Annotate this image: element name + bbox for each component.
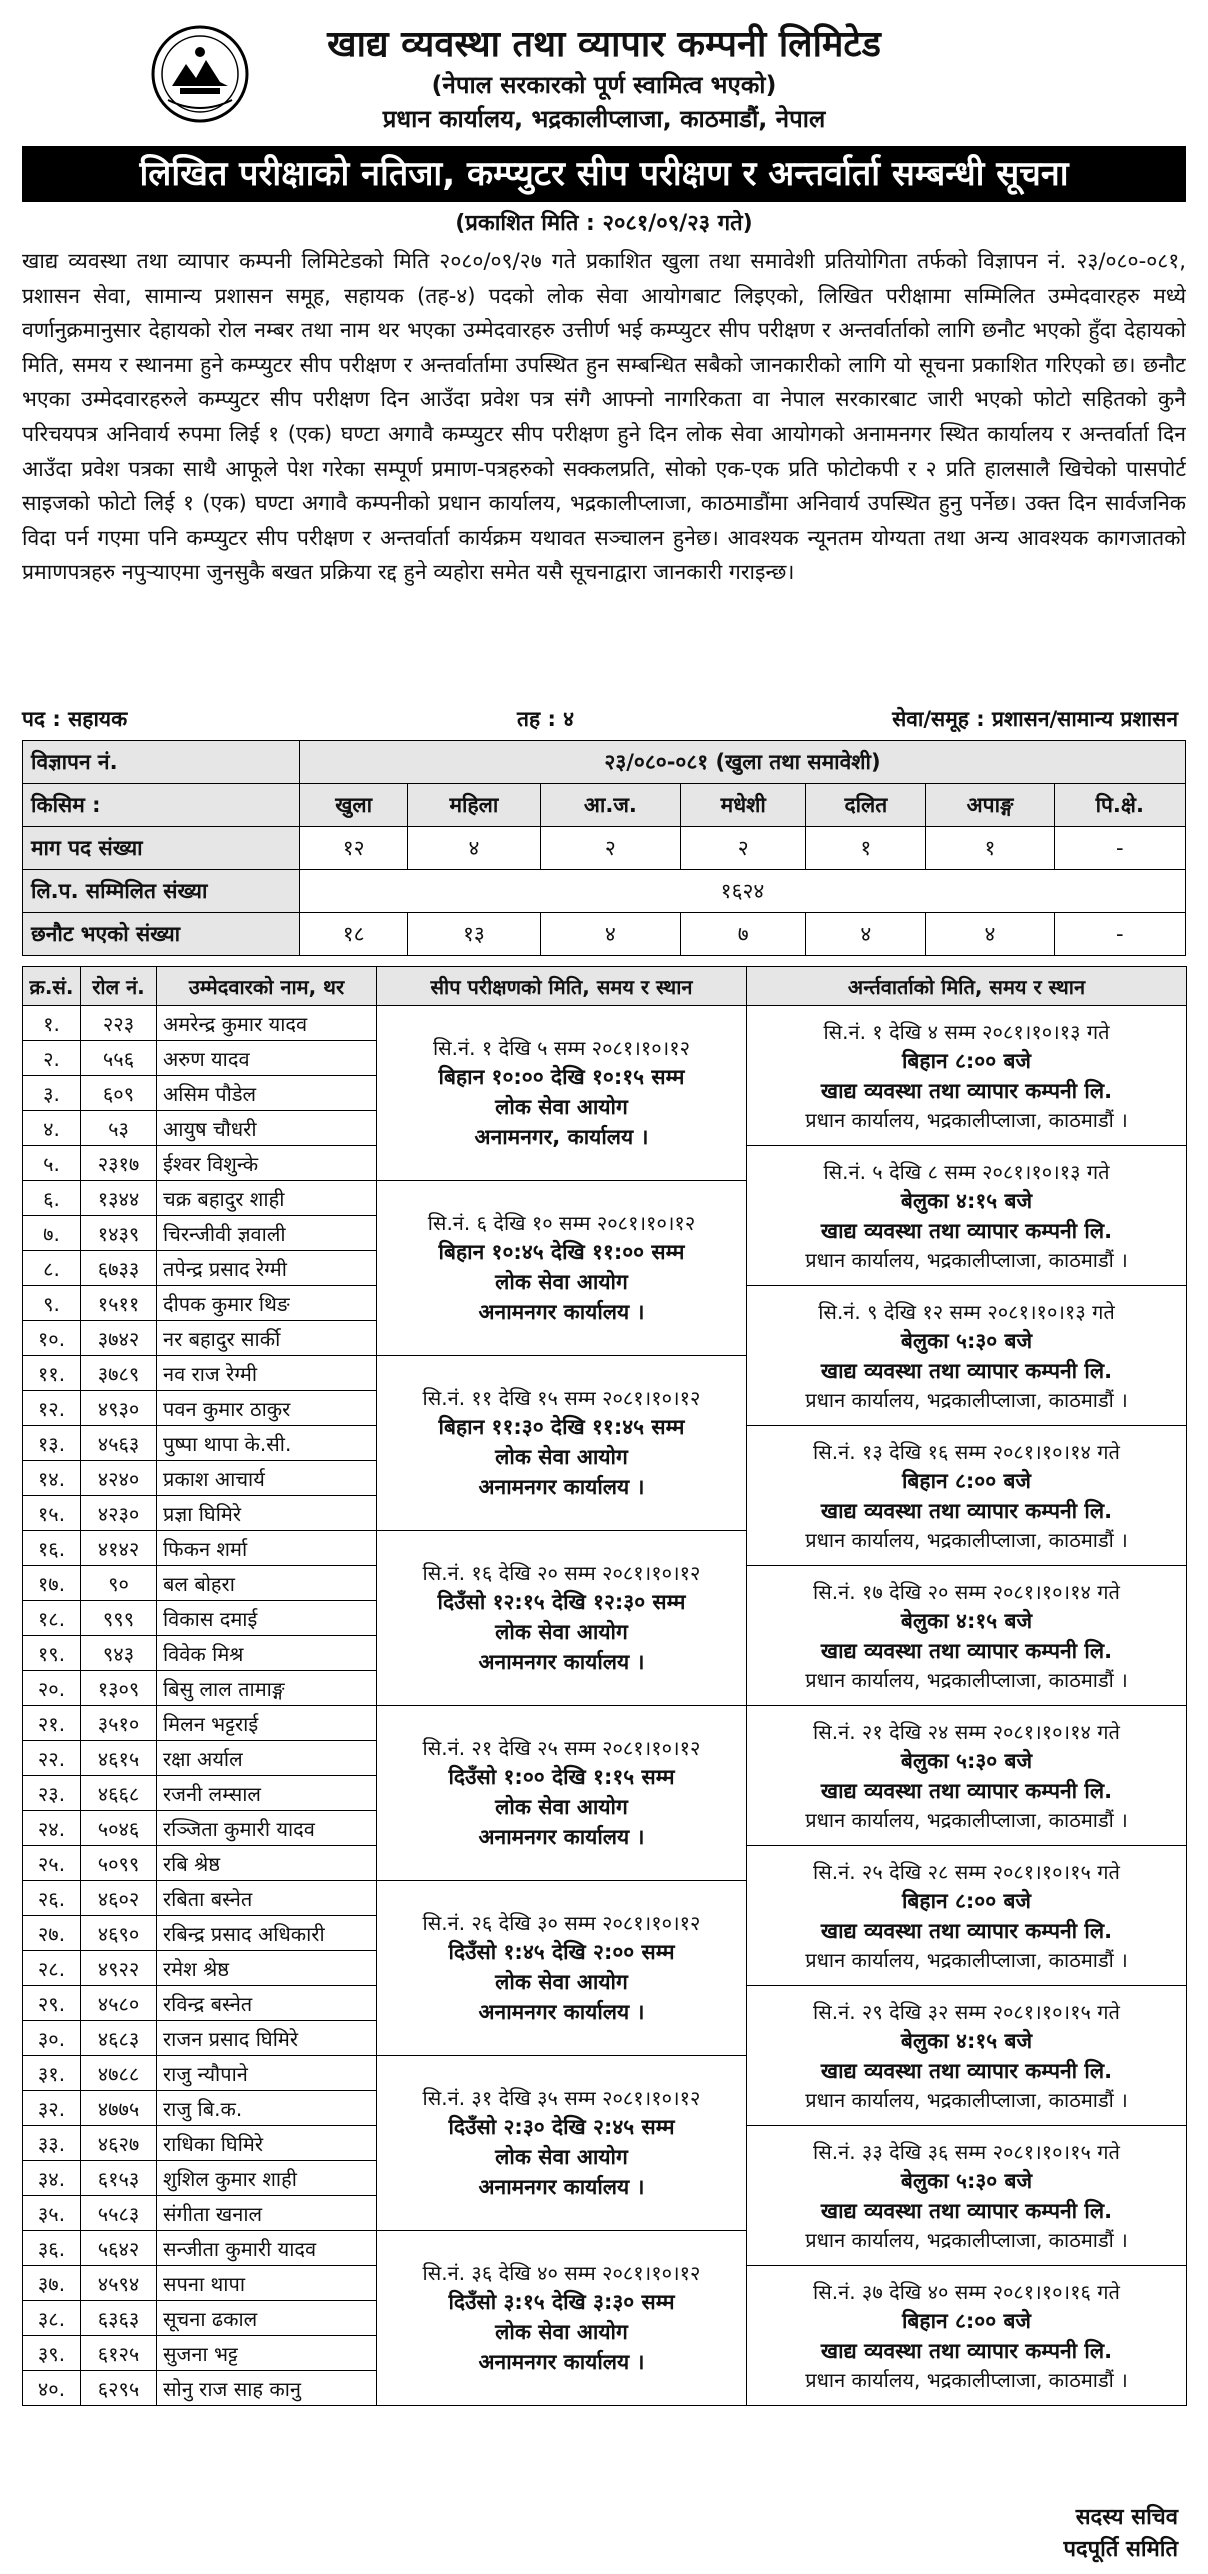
interview-schedule xyxy=(747,1566,1187,1706)
candidate-name: राधिका घिमिरे xyxy=(157,2126,377,2161)
skill-test-schedule xyxy=(377,1531,747,1706)
selected-count: ७ xyxy=(681,913,806,956)
category-header: दलित xyxy=(806,784,926,827)
skill-test-schedule xyxy=(377,1181,747,1356)
candidate-name: सन्जीता कुमारी यादव xyxy=(157,2231,377,2266)
category-header: मधेशी xyxy=(681,784,806,827)
roll-number: ४६२७ xyxy=(81,2126,157,2161)
serial-number: ५. xyxy=(23,1146,81,1181)
serial-number: २०. xyxy=(23,1671,81,1706)
serial-number: १०. xyxy=(23,1321,81,1356)
adv-label: विज्ञापन नं. xyxy=(23,741,300,784)
interview-range: सि.नं. ९ देखि १२ सम्म २०८१।१०।१३ गते xyxy=(818,1299,1115,1324)
interview-address: प्रधान कार्यालय, भद्रकालीप्लाजा, काठमाडौं । xyxy=(805,1807,1128,1832)
serial-number: १७. xyxy=(23,1566,81,1601)
candidate-name: विवेक मिश्र xyxy=(157,1636,377,1671)
serial-number: ८. xyxy=(23,1251,81,1286)
roll-number: १४३९ xyxy=(81,1216,157,1251)
skill-office: अनामनगर कार्यालय । xyxy=(478,2350,645,2374)
interview-range: सि.नं. ५ देखि ८ सम्म २०८१।१०।१३ गते xyxy=(823,1159,1110,1184)
skill-range: सि.नं. ३१ देखि ३५ सम्म २०८१।१०।१२ xyxy=(422,2086,701,2110)
skill-range: सि.नं. ३६ देखि ४० सम्म २०८१।१०।१२ xyxy=(422,2261,701,2285)
roll-number: ४२४० xyxy=(81,1461,157,1496)
candidate-name: प्रज्ञा घिमिरे xyxy=(157,1496,377,1531)
candidate-name: राजु बि.क. xyxy=(157,2091,377,2126)
roll-number: १३४४ xyxy=(81,1181,157,1216)
interview-range: सि.नं. ३३ देखि ३६ सम्म २०८१।१०।१५ गते xyxy=(813,2139,1120,2164)
candidate-name: सूचना ढकाल xyxy=(157,2301,377,2336)
interview-org: खाद्य व्यवस्था तथा व्यापार कम्पनी लि. xyxy=(820,1218,1113,1243)
signatory-committee: पदपूर्ति समिति xyxy=(1063,2537,1178,2562)
col-skill: सीप परीक्षणको मिति, समय र स्थान xyxy=(377,967,747,1006)
serial-number: १३. xyxy=(23,1426,81,1461)
serial-number: २६. xyxy=(23,1881,81,1916)
skill-range: सि.नं. ११ देखि १५ सम्म २०८१।१०।१२ xyxy=(422,1386,701,1410)
candidate-name: रबि श्रेष्ठ xyxy=(157,1846,377,1881)
skill-office: अनामनगर कार्यालय । xyxy=(478,2175,645,2199)
interview-org: खाद्य व्यवस्था तथा व्यापार कम्पनी लि. xyxy=(820,1638,1113,1663)
roll-number: ९४३ xyxy=(81,1636,157,1671)
candidate-name: रञ्जिता कुमारी यादव xyxy=(157,1811,377,1846)
interview-schedule xyxy=(747,2266,1187,2406)
skill-time: बिहान १०:४५ देखि ११:०० सम्म xyxy=(438,1240,685,1264)
roll-number: ६७३३ xyxy=(81,1251,157,1286)
skill-place: लोक सेवा आयोग xyxy=(495,1095,628,1119)
roll-number: ४६६८ xyxy=(81,1776,157,1811)
summary-row-selected xyxy=(23,913,1186,956)
roll-number: १३०९ xyxy=(81,1671,157,1706)
skill-time: बिहान १०:०० देखि १०:१५ सम्म xyxy=(438,1065,685,1089)
candidate-name: रक्षा अर्याल xyxy=(157,1741,377,1776)
demand-count: १ xyxy=(926,827,1054,870)
roll-number: ५३ xyxy=(81,1111,157,1146)
appeared-value: १६२४ xyxy=(300,870,1186,913)
skill-time: दिउँसो १:४५ देखि २:०० सम्म xyxy=(448,1940,675,1964)
selected-count: १३ xyxy=(408,913,540,956)
skill-time: दिउँसो १२:१५ देखि १२:३० सम्म xyxy=(437,1590,686,1614)
roll-number: ५५८३ xyxy=(81,2196,157,2231)
category-header: खुला xyxy=(300,784,408,827)
roll-number: ६२९५ xyxy=(81,2371,157,2406)
skill-office: अनामनगर कार्यालय । xyxy=(478,1300,645,1324)
skill-time: बिहान ११:३० देखि ११:४५ सम्म xyxy=(438,1415,685,1439)
skill-place: लोक सेवा आयोग xyxy=(495,1620,628,1644)
category-header: अपाङ्ग xyxy=(926,784,1054,827)
notice-body: खाद्य व्यवस्था तथा व्यापार कम्पनी लिमिटेडको मिति २०८०/०९/२७ गते प्रकाशित खुला तथा समावेशी प्रतियोगिता तर्फको विज्ञापन नं. २३/०८०-०८१, प्रशासन सेवा, सामान्य प्रशासन समूह, सहायक (तह-४) पदको लोक सेवा आयोगबाट लिइएको, लिखित परीक्षामा सम्मिलित उम्मेदवारहरु मध्ये वर्णानुक्रमानुसार देहायको रोल नम्बर तथा नाम थर भएका उम्मेदवारहरु उत्तीर्ण भई कम्प्युटर सीप परीक्षण र अन्तर्वार्ताको लागि छनौट भएको हुँदा देहायको मिति, समय र स्थानमा हुने कम्प्युटर सीप परीक्षण र अन्तर्वार्तामा उपस्थित हुन सम्बन्धित सबैको जानकारीको लागि यो सूचना प्रकाशित गरिएको छ। छनौट भएका उम्मेदवारहरुले कम्प्युटर सीप परीक्षण दिन आउँदा प्रवेश पत्र संगै आफ्नो नागरिकता वा नेपाल सरकारबाट जारी भएको फोटो सहितको कुनै परिचयपत्र अनिवार्य रुपमा लिई १ (एक) घण्टा अगावै कम्प्युटर सीप परीक्षण हुने दिन लोक सेवा आयोगको अनामनगर स्थित कार्यालय र अन्तर्वार्ता दिन आउँदा प्रवेश पत्रका साथै आफूले पेश गरेका सम्पूर्ण प्रमाण-पत्रहरुको सक्कलप्रति, सोको एक-एक प्रति फोटोकपी र २ प्रति हालसालै खिचेको पासपोर्ट साइजको फोटो लिई १ (एक) घण्टा अगावै कम्पनीको प्रधान कार्यालय, भद्रकालीप्लाजा, काठमाडौंमा अनिवार्य उपस्थित हुनु पर्नेछ। उक्त दिन सार्वजनिक विदा पर्न गएमा पनि कम्प्युटर सीप परीक्षण र अन्तर्वार्ता कार्यक्रम यथावत सञ्चालन हुनेछ। आवश्यक न्यूनतम योग्यता तथा अन्य आवश्यक कागजातको प्रमाणपत्रहरु नपुर्‍याएमा जुनसुकै बखत प्रक्रिया रद्द हुने व्यहोरा समेत यसै सूचनाद्वारा जानकारी गराइन्छ। xyxy=(22,248,1186,585)
candidate-name: असिम पौडेल xyxy=(157,1076,377,1111)
serial-number: ९. xyxy=(23,1286,81,1321)
demand-count: २ xyxy=(681,827,806,870)
skill-test-schedule xyxy=(377,1881,747,2056)
serial-number: २१. xyxy=(23,1706,81,1741)
col-name: उम्मेदवारको नाम, थर xyxy=(157,967,377,1006)
candidate-name: मिलन भट्टराई xyxy=(157,1706,377,1741)
summary-row-appeared xyxy=(23,870,1186,913)
candidate-name: सपना थापा xyxy=(157,2266,377,2301)
level-label: तह : ४ xyxy=(517,707,575,731)
skill-time: दिउँसो २:३० देखि २:४५ सम्म xyxy=(448,2115,675,2139)
interview-address: प्रधान कार्यालय, भद्रकालीप्लाजा, काठमाडौं । xyxy=(805,2367,1128,2392)
serial-number: १९. xyxy=(23,1636,81,1671)
office-address: प्रधान कार्यालय, भद्रकालीप्लाजा, काठमाडौं, नेपाल xyxy=(382,105,826,133)
serial-number: ७. xyxy=(23,1216,81,1251)
serial-number: १५. xyxy=(23,1496,81,1531)
interview-org: खाद्य व्यवस्था तथा व्यापार कम्पनी लि. xyxy=(820,2058,1113,2083)
serial-number: ३४. xyxy=(23,2161,81,2196)
skill-office: अनामनगर कार्यालय । xyxy=(478,1475,645,1499)
skill-range: सि.नं. १ देखि ५ सम्म २०८१।१०।१२ xyxy=(432,1036,691,1060)
interview-range: सि.नं. २१ देखि २४ सम्म २०८१।१०।१४ गते xyxy=(813,1719,1120,1744)
demand-count: - xyxy=(1054,827,1185,870)
skill-office: अनामनगर कार्यालय । xyxy=(478,2000,645,2024)
interview-schedule xyxy=(747,1006,1187,1146)
skill-test-schedule xyxy=(377,1706,747,1881)
candidate-name: फिकन शर्मा xyxy=(157,1531,377,1566)
interview-schedule xyxy=(747,1706,1187,1846)
serial-number: ४०. xyxy=(23,2371,81,2406)
demand-count: २ xyxy=(540,827,681,870)
serial-number: ३. xyxy=(23,1076,81,1111)
serial-number: ३०. xyxy=(23,2021,81,2056)
serial-number: २८. xyxy=(23,1951,81,1986)
interview-time: बिहान ८:०० बजे xyxy=(901,1888,1032,1913)
roll-number: ५०९९ xyxy=(81,1846,157,1881)
serial-number: २४. xyxy=(23,1811,81,1846)
interview-schedule xyxy=(747,1146,1187,1286)
interview-address: प्रधान कार्यालय, भद्रकालीप्लाजा, काठमाडौं । xyxy=(805,1667,1128,1692)
serial-number: २२. xyxy=(23,1741,81,1776)
interview-address: प्रधान कार्यालय, भद्रकालीप्लाजा, काठमाडौं । xyxy=(805,1247,1128,1272)
roll-number: ९० xyxy=(81,1566,157,1601)
interview-range: सि.नं. १७ देखि २० सम्म २०८१।१०।१४ गते xyxy=(813,1579,1120,1604)
skill-place: लोक सेवा आयोग xyxy=(495,2320,628,2344)
interview-address: प्रधान कार्यालय, भद्रकालीप्लाजा, काठमाडौं । xyxy=(805,2227,1128,2252)
serial-number: ११. xyxy=(23,1356,81,1391)
interview-time: बेलुका ४:१५ बजे xyxy=(900,2028,1033,2053)
selected-count: - xyxy=(1054,913,1185,956)
candidate-name: राजु न्यौपाने xyxy=(157,2056,377,2091)
roll-number: ४९३० xyxy=(81,1391,157,1426)
interview-time: बिहान ८:०० बजे xyxy=(901,1468,1032,1493)
table-header-row xyxy=(23,967,1187,1006)
candidate-name: नर बहादुर सार्की xyxy=(157,1321,377,1356)
roll-number: ५५६ xyxy=(81,1041,157,1076)
serial-number: ३३. xyxy=(23,2126,81,2161)
skill-place: लोक सेवा आयोग xyxy=(495,1445,628,1469)
signatory xyxy=(1063,2502,1178,2566)
notice-title: लिखित परीक्षाको नतिजा, कम्प्युटर सीप परीक्षण र अन्तर्वार्ता सम्बन्धी सूचना xyxy=(22,146,1186,202)
interview-address: प्रधान कार्यालय, भद्रकालीप्लाजा, काठमाडौं । xyxy=(805,1107,1128,1132)
roll-number: ४६१५ xyxy=(81,1741,157,1776)
serial-number: १. xyxy=(23,1006,81,1041)
candidate-name: तपेन्द्र प्रसाद रेग्मी xyxy=(157,1251,377,1286)
interview-time: बेलुका ४:१५ बजे xyxy=(900,1188,1033,1213)
candidate-name: रबिता बस्नेत xyxy=(157,1881,377,1916)
skill-range: सि.नं. ६ देखि १० सम्म २०८१।१०।१२ xyxy=(427,1211,696,1235)
interview-address: प्रधान कार्यालय, भद्रकालीप्लाजा, काठमाडौं । xyxy=(805,1527,1128,1552)
candidate-name: नव राज रेग्मी xyxy=(157,1356,377,1391)
roll-number: ६३६३ xyxy=(81,2301,157,2336)
ownership-note: (नेपाल सरकारको पूर्ण स्वामित्व भएको) xyxy=(431,71,777,99)
skill-test-schedule xyxy=(377,1006,747,1181)
skill-office: अनामनगर, कार्यालय । xyxy=(474,1125,649,1149)
interview-org: खाद्य व्यवस्था तथा व्यापार कम्पनी लि. xyxy=(820,1918,1113,1943)
candidate-name: सुजना भट्ट xyxy=(157,2336,377,2371)
skill-range: सि.नं. २१ देखि २५ सम्म २०८१।१०।१२ xyxy=(422,1736,701,1760)
serial-number: २५. xyxy=(23,1846,81,1881)
roll-number: ९९९ xyxy=(81,1601,157,1636)
serial-number: ३६. xyxy=(23,2231,81,2266)
roll-number: ४७८८ xyxy=(81,2056,157,2091)
serial-number: ४. xyxy=(23,1111,81,1146)
interview-time: बेलुका ५:३० बजे xyxy=(900,1748,1033,1773)
roll-number: ४६०२ xyxy=(81,1881,157,1916)
roll-number: ३७४२ xyxy=(81,1321,157,1356)
published-date: (प्रकाशित मिति : २०८१/०९/२३ गते) xyxy=(455,211,753,236)
serial-number: २७. xyxy=(23,1916,81,1951)
roll-number: ४५९४ xyxy=(81,2266,157,2301)
interview-time: बिहान ८:०० बजे xyxy=(901,2308,1032,2333)
serial-number: ६. xyxy=(23,1181,81,1216)
candidate-name: पुष्पा थापा के.सी. xyxy=(157,1426,377,1461)
candidate-name: अमरेन्द्र कुमार यादव xyxy=(157,1006,377,1041)
interview-org: खाद्य व्यवस्था तथा व्यापार कम्पनी लि. xyxy=(820,1778,1113,1803)
selected-count: ४ xyxy=(926,913,1054,956)
candidate-schedule-table xyxy=(22,966,1187,2406)
letterhead xyxy=(22,22,1186,142)
post-label: पद : सहायक xyxy=(22,707,128,731)
service-label: सेवा/समूह : प्रशासन/सामान्य प्रशासन xyxy=(892,707,1178,731)
roll-number: ५०४६ xyxy=(81,1811,157,1846)
candidate-name: बिसु लाल तामाङ्ग xyxy=(157,1671,377,1706)
demand-label: माग पद संख्या xyxy=(23,827,300,870)
category-header: पि.क्षे. xyxy=(1054,784,1185,827)
roll-number: ३७८९ xyxy=(81,1356,157,1391)
skill-place: लोक सेवा आयोग xyxy=(495,1970,628,1994)
interview-time: बेलुका ५:३० बजे xyxy=(900,2168,1033,2193)
serial-number: ३१. xyxy=(23,2056,81,2091)
candidate-name: दीपक कुमार थिङ xyxy=(157,1286,377,1321)
type-label: किसिम : xyxy=(23,784,300,827)
skill-time: दिउँसो १:०० देखि १:१५ सम्म xyxy=(448,1765,675,1789)
interview-range: सि.नं. २९ देखि ३२ सम्म २०८१।१०।१५ गते xyxy=(813,1999,1120,2024)
adv-value: २३/०८०-०८१ (खुला तथा समावेशी) xyxy=(300,741,1186,784)
interview-time: बेलुका ५:३० बजे xyxy=(900,1328,1033,1353)
candidate-name: चक्र बहादुर शाही xyxy=(157,1181,377,1216)
interview-org: खाद्य व्यवस्था तथा व्यापार कम्पनी लि. xyxy=(820,1358,1113,1383)
table-row xyxy=(23,1706,1187,1741)
candidate-name: ईश्वर विशुन्के xyxy=(157,1146,377,1181)
skill-time: दिउँसो ३:१५ देखि ३:३० सम्म xyxy=(448,2290,675,2314)
roll-number: ६१२५ xyxy=(81,2336,157,2371)
interview-schedule xyxy=(747,1286,1187,1426)
summary-row-adv xyxy=(23,741,1186,784)
skill-place: लोक सेवा आयोग xyxy=(495,1795,628,1819)
selected-count: १८ xyxy=(300,913,408,956)
interview-address: प्रधान कार्यालय, भद्रकालीप्लाजा, काठमाडौं । xyxy=(805,1387,1128,1412)
interview-org: खाद्य व्यवस्था तथा व्यापार कम्पनी लि. xyxy=(820,1498,1113,1523)
roll-number: ४२३० xyxy=(81,1496,157,1531)
interview-org: खाद्य व्यवस्था तथा व्यापार कम्पनी लि. xyxy=(820,1078,1113,1103)
serial-number: ३८. xyxy=(23,2301,81,2336)
candidate-name: शुशिल कुमार शाही xyxy=(157,2161,377,2196)
roll-number: ६१५३ xyxy=(81,2161,157,2196)
serial-number: २. xyxy=(23,1041,81,1076)
candidate-name: रमेश श्रेष्ठ xyxy=(157,1951,377,1986)
col-interview: अर्न्तवार्ताको मिति, समय र स्थान xyxy=(747,967,1187,1006)
candidate-name: विकास दमाई xyxy=(157,1601,377,1636)
serial-number: १६. xyxy=(23,1531,81,1566)
roll-number: ४९२२ xyxy=(81,1951,157,1986)
selected-count: ४ xyxy=(540,913,681,956)
interview-time: बिहान ८:०० बजे xyxy=(901,1048,1032,1073)
skill-place: लोक सेवा आयोग xyxy=(495,1270,628,1294)
skill-test-schedule xyxy=(377,1356,747,1531)
post-info xyxy=(22,702,1186,736)
serial-number: १८. xyxy=(23,1601,81,1636)
skill-range: सि.नं. २६ देखि ३० सम्म २०८१।१०।१२ xyxy=(422,1911,701,1935)
serial-number: ३७. xyxy=(23,2266,81,2301)
interview-schedule xyxy=(747,1986,1187,2126)
candidate-name: संगीता खनाल xyxy=(157,2196,377,2231)
candidate-name: रविन्द्र बस्नेत xyxy=(157,1986,377,2021)
serial-number: ३५. xyxy=(23,2196,81,2231)
roll-number: ६०९ xyxy=(81,1076,157,1111)
skill-place: लोक सेवा आयोग xyxy=(495,2145,628,2169)
candidate-name: बल बोहरा xyxy=(157,1566,377,1601)
category-header: आ.ज. xyxy=(540,784,681,827)
skill-test-schedule xyxy=(377,2231,747,2406)
roll-number: ४१४२ xyxy=(81,1531,157,1566)
roll-number: ४७७५ xyxy=(81,2091,157,2126)
roll-number: १५११ xyxy=(81,1286,157,1321)
skill-range: सि.नं. १६ देखि २० सम्म २०८१।१०।१२ xyxy=(422,1561,701,1585)
serial-number: २९. xyxy=(23,1986,81,2021)
serial-number: २३. xyxy=(23,1776,81,1811)
col-sn: क्र.सं. xyxy=(23,967,81,1006)
serial-number: ३९. xyxy=(23,2336,81,2371)
candidate-name: प्रकाश आचार्य xyxy=(157,1461,377,1496)
candidate-name: अरुण यादव xyxy=(157,1041,377,1076)
table-row xyxy=(23,1006,1187,1041)
selected-count: ४ xyxy=(806,913,926,956)
summary-row-type xyxy=(23,784,1186,827)
interview-org: खाद्य व्यवस्था तथा व्यापार कम्पनी लि. xyxy=(820,2198,1113,2223)
skill-office: अनामनगर कार्यालय । xyxy=(478,1825,645,1849)
demand-count: १ xyxy=(806,827,926,870)
demand-count: ४ xyxy=(408,827,540,870)
candidate-name: रबिन्द्र प्रसाद अधिकारी xyxy=(157,1916,377,1951)
vacancy-summary-table xyxy=(22,740,1186,956)
summary-row-demand xyxy=(23,827,1186,870)
interview-org: खाद्य व्यवस्था तथा व्यापार कम्पनी लि. xyxy=(820,2338,1113,2363)
roll-number: ३५१० xyxy=(81,1706,157,1741)
company-name: खाद्य व्यवस्था तथा व्यापार कम्पनी लिमिटेड xyxy=(327,24,881,65)
interview-range: सि.नं. २५ देखि २८ सम्म २०८१।१०।१५ गते xyxy=(813,1859,1120,1884)
signatory-title: सदस्य सचिव xyxy=(1075,2505,1178,2530)
interview-schedule xyxy=(747,1426,1187,1566)
candidate-name: राजन प्रसाद घिमिरे xyxy=(157,2021,377,2056)
roll-number: ४६९० xyxy=(81,1916,157,1951)
candidate-name: सोनु राज साह कानु xyxy=(157,2371,377,2406)
interview-range: सि.नं. १ देखि ४ सम्म २०८१।१०।१३ गते xyxy=(823,1019,1110,1044)
interview-schedule xyxy=(747,1846,1187,1986)
interview-time: बेलुका ४:१५ बजे xyxy=(900,1608,1033,1633)
interview-schedule xyxy=(747,2126,1187,2266)
appeared-label: लि.प. सम्मिलित संख्या xyxy=(23,870,300,913)
candidate-name: पवन कुमार ठाकुर xyxy=(157,1391,377,1426)
selected-label: छनौट भएको संख्या xyxy=(23,913,300,956)
candidate-name: रजनी लम्साल xyxy=(157,1776,377,1811)
skill-test-schedule xyxy=(377,2056,747,2231)
category-header: महिला xyxy=(408,784,540,827)
interview-address: प्रधान कार्यालय, भद्रकालीप्लाजा, काठमाडौं । xyxy=(805,2087,1128,2112)
demand-count: १२ xyxy=(300,827,408,870)
candidate-name: आयुष चौधरी xyxy=(157,1111,377,1146)
roll-number: ४५६३ xyxy=(81,1426,157,1461)
roll-number: ४५८० xyxy=(81,1986,157,2021)
roll-number: २३१७ xyxy=(81,1146,157,1181)
candidate-name: चिरन्जीवी ज्ञवाली xyxy=(157,1216,377,1251)
serial-number: ३२. xyxy=(23,2091,81,2126)
serial-number: १४. xyxy=(23,1461,81,1496)
skill-office: अनामनगर कार्यालय । xyxy=(478,1650,645,1674)
roll-number: २२३ xyxy=(81,1006,157,1041)
interview-range: सि.नं. ३७ देखि ४० सम्म २०८१।१०।१६ गते xyxy=(813,2279,1120,2304)
company-seal-icon xyxy=(150,24,250,128)
interview-range: सि.नं. १३ देखि १६ सम्म २०८१।१०।१४ गते xyxy=(813,1439,1120,1464)
roll-number: ४६८३ xyxy=(81,2021,157,2056)
interview-address: प्रधान कार्यालय, भद्रकालीप्लाजा, काठमाडौं । xyxy=(805,1947,1128,1972)
col-roll: रोल नं. xyxy=(81,967,157,1006)
serial-number: १२. xyxy=(23,1391,81,1426)
roll-number: ५६४२ xyxy=(81,2231,157,2266)
